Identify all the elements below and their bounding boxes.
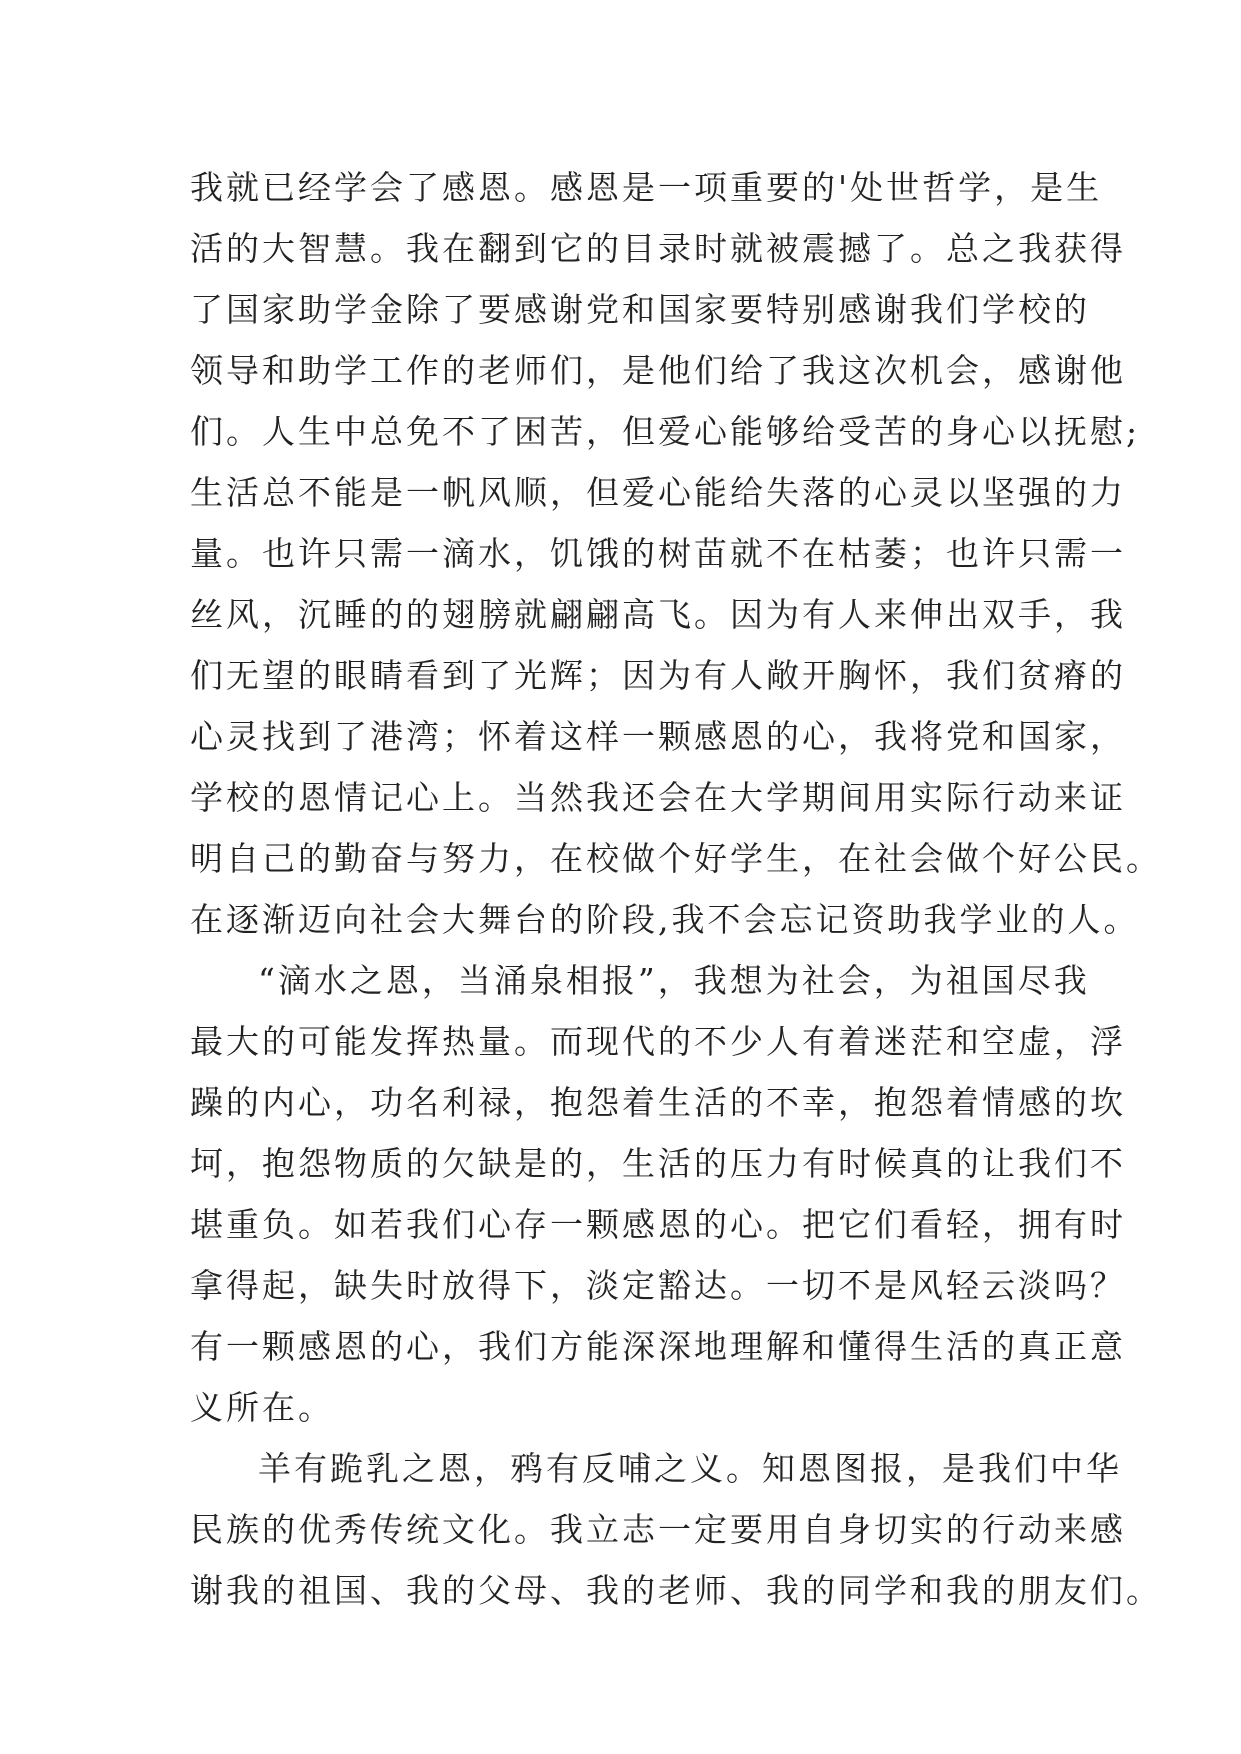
text-line: 躁的内心，功名利禄，抱怨着生活的不幸，抱怨着情感的坎 bbox=[190, 1083, 1126, 1122]
text-line: 堪重负。如若我们心存一颗感恩的心。把它们看轻，拥有时 bbox=[190, 1205, 1126, 1244]
text-line: 在逐渐迈向社会大舞台的阶段,我不会忘记资助我学业的人。 bbox=[190, 900, 1140, 939]
text-line: 们。人生中总免不了困苦，但爱心能够给受苦的身心以抚慰; bbox=[190, 412, 1141, 451]
text-line: 明自己的勤奋与努力，在校做个好学生，在社会做个好公民。 bbox=[190, 839, 1162, 878]
text-line: 拿得起，缺失时放得下，淡定豁达。一切不是风轻云淡吗？ bbox=[190, 1266, 1126, 1305]
text-line: 领导和助学工作的老师们，是他们给了我这次机会，感谢他 bbox=[190, 351, 1126, 390]
text-line: 学校的恩情记心上。当然我还会在大学期间用实际行动来证 bbox=[190, 778, 1126, 817]
text-line: 量。也许只需一滴水，饥饿的树苗就不在枯萎；也许只需一 bbox=[190, 534, 1126, 573]
text-line: 民族的优秀传统文化。我立志一定要用自身切实的行动来感 bbox=[190, 1510, 1126, 1549]
text-line: 丝风，沉睡的的翅膀就翩翩高飞。因为有人来伸出双手，我 bbox=[190, 595, 1126, 634]
text-line: 最大的可能发挥热量。而现代的不少人有着迷茫和空虚，浮 bbox=[190, 1022, 1126, 1061]
text-line: 生活总不能是一帆风顺，但爱心能给失落的心灵以坚强的力 bbox=[190, 473, 1126, 512]
text-line: 心灵找到了港湾；怀着这样一颗感恩的心，我将党和国家， bbox=[190, 717, 1126, 756]
text-line: “滴水之恩，当涌泉相报”，我想为社会，为祖国尽我 bbox=[258, 961, 1090, 1000]
text-line: 羊有跪乳之恩，鸦有反哺之义。知恩图报，是我们中华 bbox=[258, 1449, 1122, 1488]
body-text bbox=[190, 157, 1162, 1621]
text-line: 我就已经学会了感恩。感恩是一项重要的'处世哲学，是生 bbox=[190, 168, 1103, 207]
text-line: 有一颗感恩的心，我们方能深深地理解和懂得生活的真正意 bbox=[190, 1327, 1126, 1366]
text-line: 了国家助学金除了要感谢党和国家要特别感谢我们学校的 bbox=[190, 290, 1090, 329]
text-line: 活的大智慧。我在翻到它的目录时就被震撼了。总之我获得 bbox=[190, 229, 1126, 268]
text-line: 义所在。 bbox=[190, 1388, 334, 1427]
text-line: 谢我的祖国、我的父母、我的老师、我的同学和我的朋友们。 bbox=[190, 1571, 1162, 1610]
text-line: 坷，抱怨物质的欠缺是的，生活的压力有时候真的让我们不 bbox=[190, 1144, 1126, 1183]
text-line: 们无望的眼睛看到了光辉；因为有人敞开胸怀，我们贫瘠的 bbox=[190, 656, 1126, 695]
